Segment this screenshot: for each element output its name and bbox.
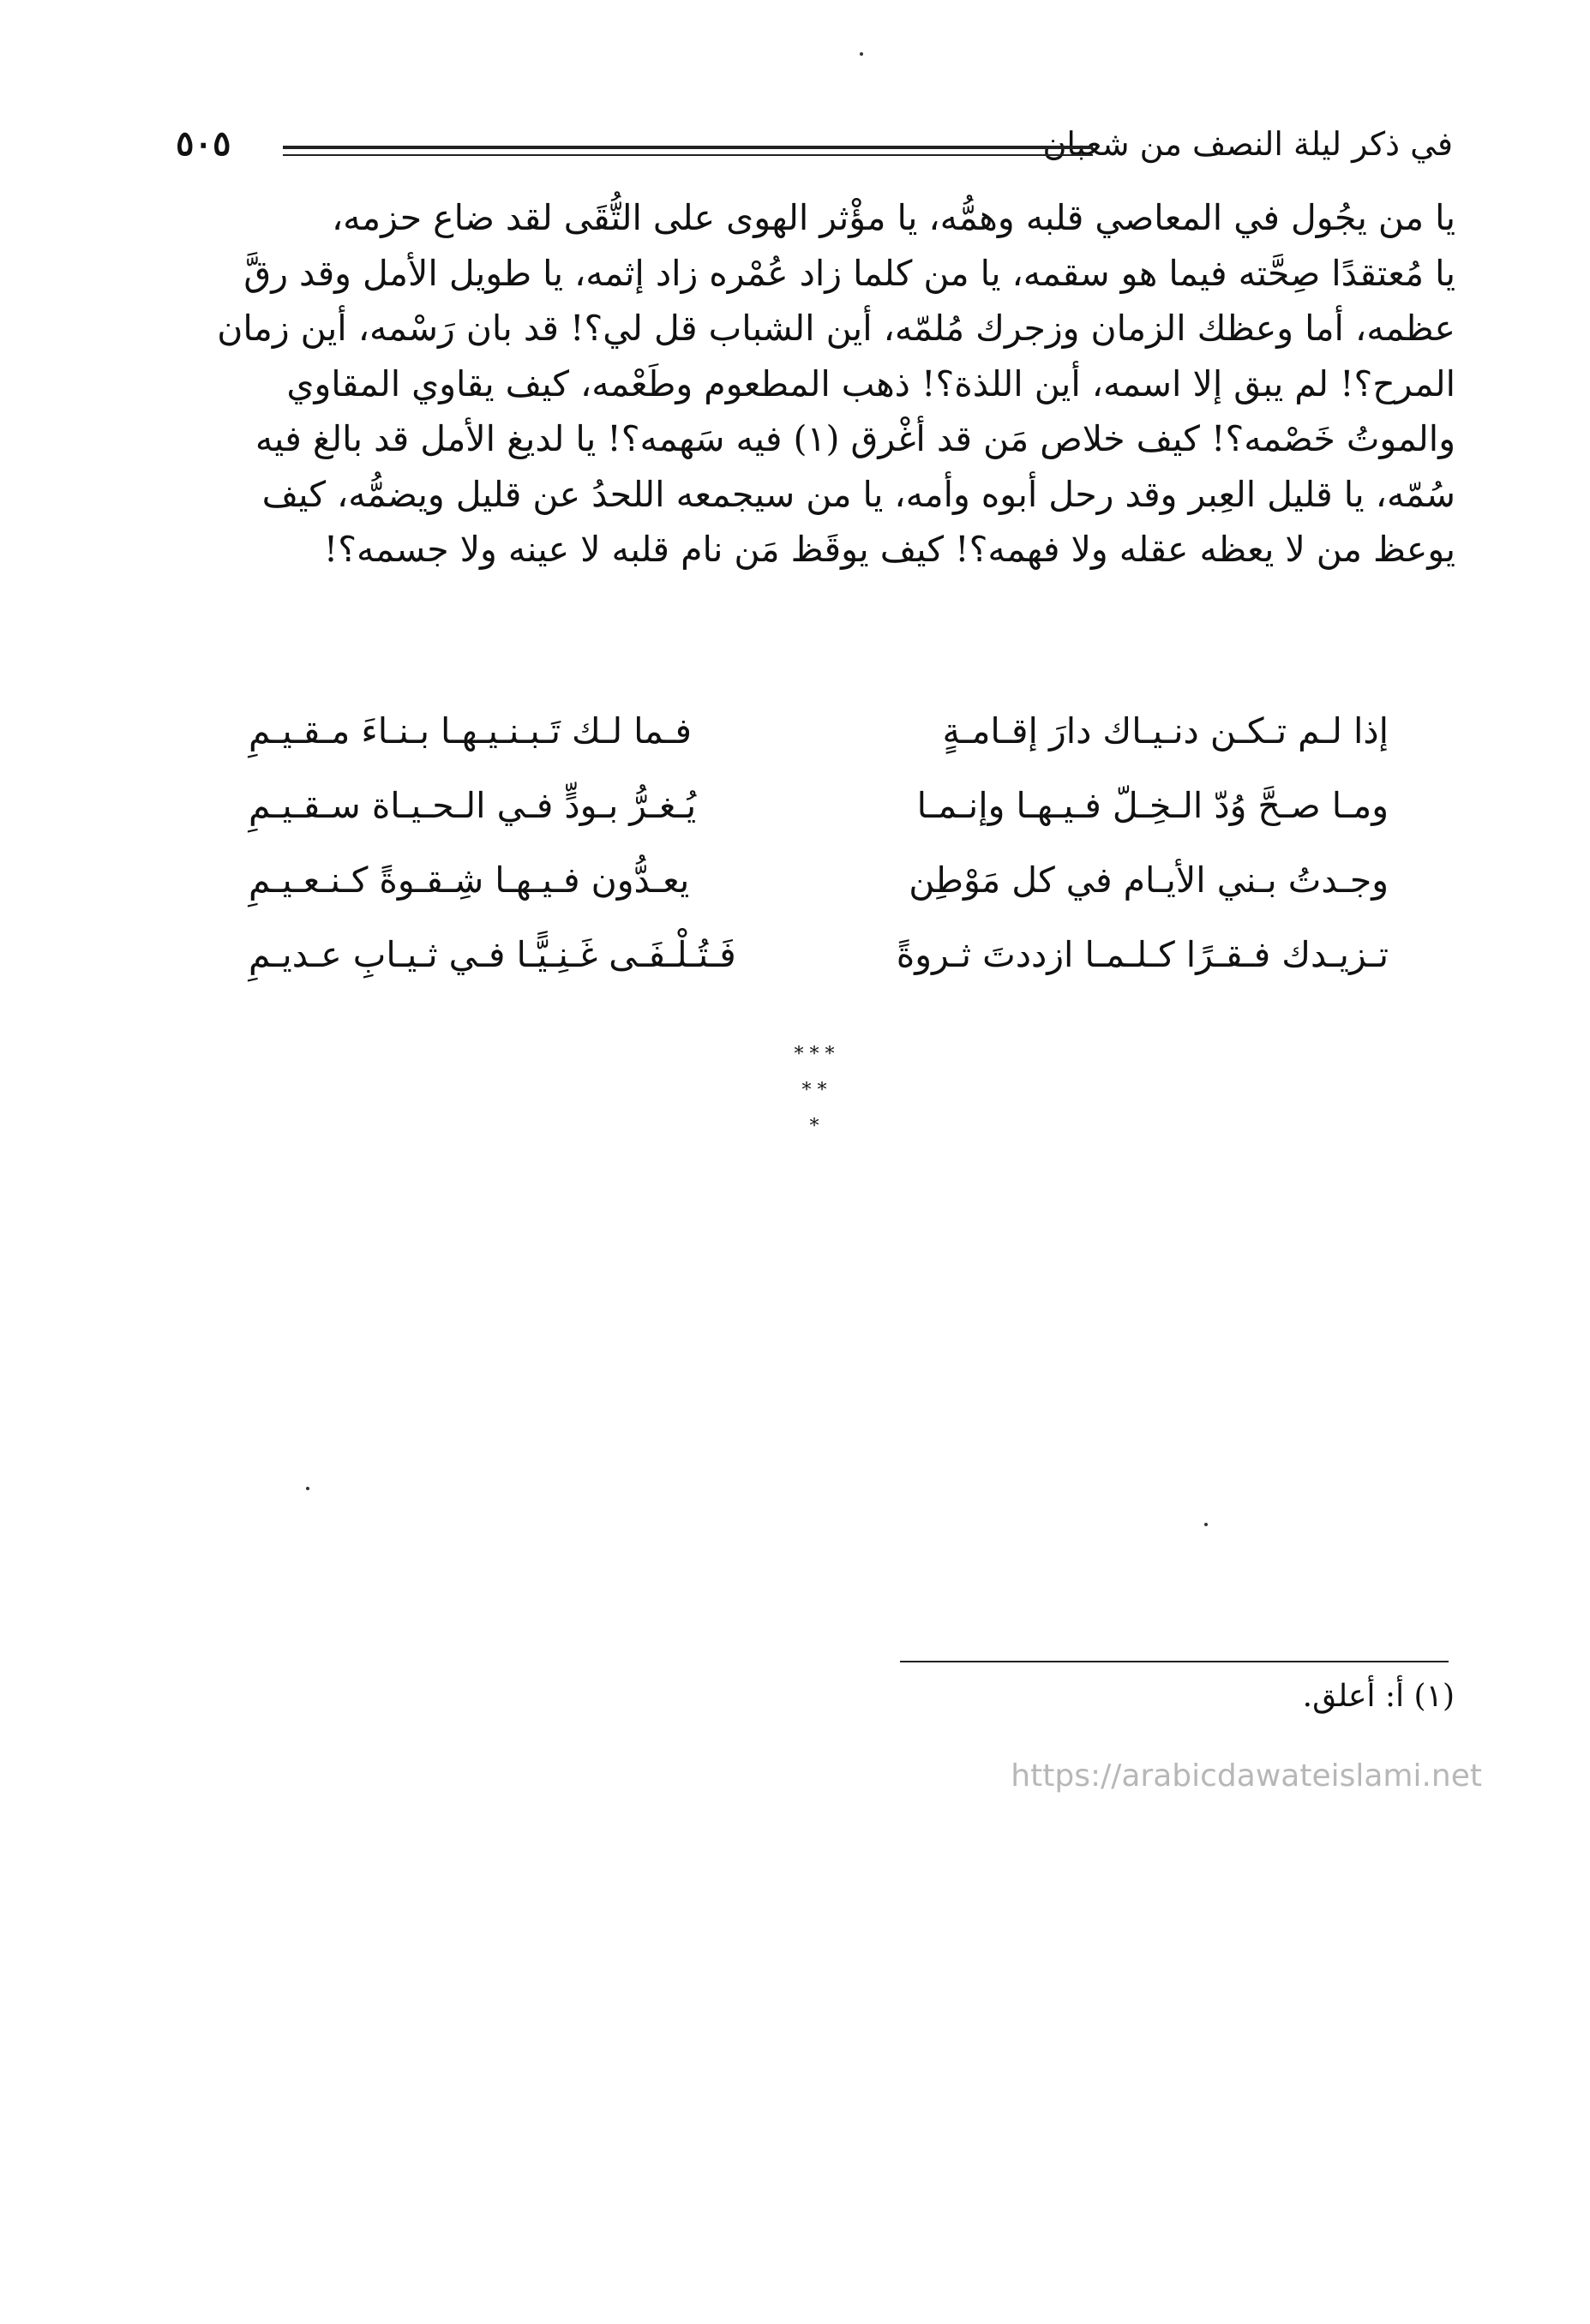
footnote-rule <box>900 1661 1449 1662</box>
asterism-row: * <box>809 1116 819 1137</box>
poem <box>249 694 1389 992</box>
asterism-row: * * <box>801 1080 827 1101</box>
verse-first-hemistich: ومـا صـحَّ وُدّ الـخِـلّ فـيـهـا وإنـمـا <box>916 785 1389 826</box>
verse-second-hemistich: فَـتُـلْـفَـى غَـنِـيًّـا فـي ثـيـابِ عـديـمِ <box>249 934 736 975</box>
asterism-separator <box>754 1037 874 1145</box>
footnote: (١) أ: أعلق. <box>1302 1679 1455 1714</box>
poem-verse <box>249 918 1389 992</box>
verse-second-hemistich: يُـغـرُّ بـودٍّ فـي الـحـيـاة سـقـيـمِ <box>249 785 697 826</box>
scan-speck <box>860 52 863 56</box>
verse-second-hemistich: يعـدُّون فـيـهـا شِـقـوةً كـنـعـيـمِ <box>249 860 690 901</box>
watermark-url: https://arabicdawateislami.net <box>1011 1758 1482 1794</box>
body-paragraph: يا من يجُول في المعاصي قلبه وهمُّه، يا مؤْثر الهوى على التُّقَى لقد ضاع حزمه، يا مُعتقدًا صِحَّته فيما هو سقمه، يا من كلما زاد عُمْره زاد إثمه، يا طويل الأمل وقد رقَّ عظمه، أما وعظك الزمان وزجرك مُلمّه، أين الشباب قل لي؟! قد بان رَسْمه، أين زمان المرح؟! لم يبق إلا اسمه، أين اللذة؟! ذهب المطعوم وطَعْمه، كيف يقاوي المقاوي والموتُ خَصْمه؟! كيف خلاص مَن قد أغْرق (١) فيه سَهمه؟! يا لديغ الأمل قد بالغ فيه سُمّه، يا قليل العِبر وقد رحل أبوه وأمه، يا من سيجمعه اللحدُ عن قليل ويضمُّه، كيف يوعظ من لا يعظه عقله ولا فهمه؟! كيف يوقَظ مَن نام قلبه لا عينه ولا جسمه؟! <box>217 197 1455 570</box>
chapter-title: في ذكر ليلة النصف من شعبان <box>1042 125 1453 163</box>
asterism-row: * * * <box>794 1044 835 1065</box>
verse-first-hemistich: وجـدتُ بـني الأيـام في كل مَوْطِن <box>909 860 1389 901</box>
poem-verse <box>249 843 1389 918</box>
scan-speck <box>306 1487 309 1490</box>
verse-second-hemistich: فـما لـك تَـبـنـيـهـا بـنـاءَ مـقـيـمِ <box>249 710 692 752</box>
page-number: ٥٠٥ <box>176 123 231 164</box>
verse-first-hemistich: تـزيـدك فـقـرًا كـلـمـا ازددتَ ثـروةً <box>896 934 1389 975</box>
poem-verse <box>249 769 1389 843</box>
running-header <box>176 120 1453 180</box>
scan-speck <box>1204 1523 1208 1526</box>
poem-verse <box>249 694 1389 769</box>
verse-first-hemistich: إذا لـم تـكـن دنـيـاك دارَ إقـامـةٍ <box>942 710 1389 752</box>
header-rule <box>283 154 1093 156</box>
header-rule <box>283 146 1093 149</box>
